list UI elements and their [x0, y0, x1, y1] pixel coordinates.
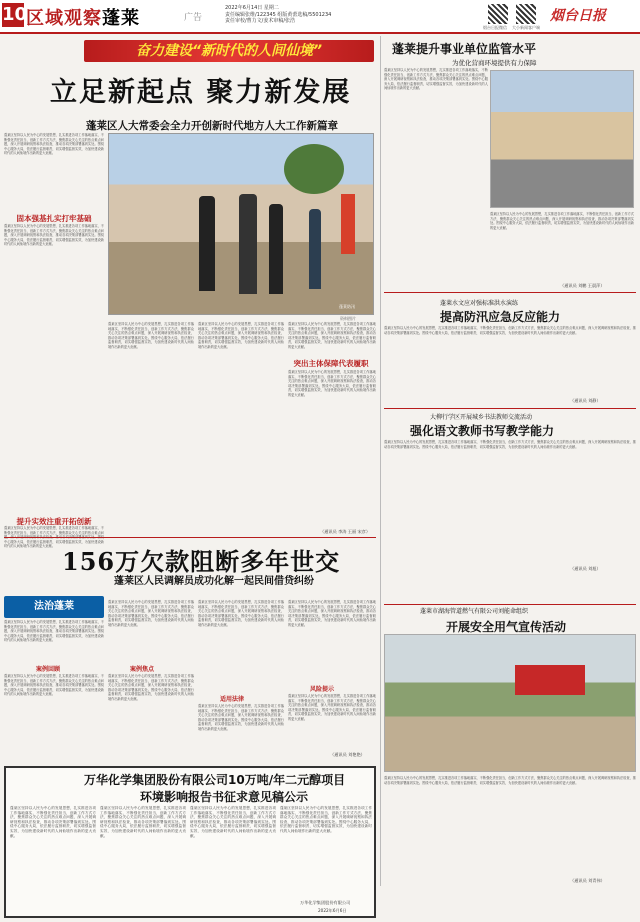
rule: [384, 408, 636, 409]
med-body-4: 蓬莱区坚持以人民为中心的发展思想，扎实推进各项工作落地落实，不断强化责任担当，创新工作方式方法，聚焦群众关心关注的热点难点问题，深入开展调研视察和执法检查，推动各项决策部署落到实处。围绕中心服务大局，依法履行监督职责，切实增强监督实效，为加快建设新时代的人间仙境作出新的更大贡献。: [198, 600, 284, 627]
section-place: 蓬莱: [102, 8, 140, 29]
med-head-4: 风险提示: [310, 686, 335, 693]
rt-body-a: 蓬莱区坚持以人民为中心的发展思想，扎实推进各项工作落地落实，不断强化责任担当，创新工作方式方法，聚焦群众关心关注的热点难点问题，深入开展调研视察和执法检查，推动各项决策部署落到实处。围绕中心服务大局，依法履行监督职责，切实增强监督实效，为加快建设新时代的人间仙境作出新的更大贡献。: [384, 68, 488, 91]
rt-byline: （通讯员 刘鹏 王晨萍）: [560, 283, 605, 288]
section-title: [26, 4, 140, 30]
newspaper-logo: 烟台日报: [550, 8, 606, 24]
column-divider: [380, 36, 381, 886]
notice-col-2: 蓬莱区坚持以人民为中心的发展思想，扎实推进各项工作落地落实，不断强化责任担当，创新工作方式方法，聚焦群众关心关注的热点难点问题，深入开展调研视察和执法检查，推动各项决策部署落到实处。围绕中心服务大局，依法履行监督职责，切实增强监督实效，为加快建设新时代的人间仙境作出新的更大贡献。: [100, 806, 186, 838]
lead-body-5: 蓬莱区坚持以人民为中心的发展思想，扎实推进各项工作落地落实，不断强化责任担当，创新工作方式方法，聚焦群众关心关注的热点难点问题，深入开展调研视察和执法检查，推动各项决策部署落到实处。围绕中心服务大局，依法履行监督职责，切实增强监督实效，为加快建设新时代的人间仙境作出新的更大贡献。: [198, 322, 284, 349]
section-label: 区域观察: [26, 8, 102, 29]
rb-kicker: 蓬莱市湖海管道燃气有限公司刘能命组织: [420, 608, 529, 615]
notice-issuer: 万华化学集团股份有限公司: [300, 900, 351, 905]
photo-person: [199, 196, 215, 291]
notice-col-3: 蓬莱区坚持以人民为中心的发展思想，扎实推进各项工作落地落实，不断强化责任担当，创新工作方式方法，聚焦群众关心关注的热点难点问题，深入开展调研视察和执法检查，推动各项决策部署落到实处。围绕中心服务大局，依法履行监督职责，切实增强监督实效，为加快建设新时代的人间仙境作出新的更大贡献。: [190, 806, 276, 838]
rm-kicker: 蓬莱水文应对强标准洪水演练: [440, 300, 519, 307]
lead-head-3: 突出主体保障代表履职: [293, 359, 369, 368]
qr-label-app: 大小新闻客户端: [512, 25, 540, 30]
lead-photo: [108, 133, 374, 315]
photo-person: [269, 204, 283, 294]
re-body: 蓬莱区坚持以人民为中心的发展思想，扎实推进各项工作落地落实，不断强化责任担当，创新工作方式方法，聚焦群众关心关注的热点难点问题，深入开展调研视察和执法检查，推动各项决策部署落到实处。围绕中心服务大局，依法履行监督职责，切实增强监督实效，为加快建设新时代的人间仙境作出新的更大贡献。: [384, 440, 636, 449]
editor-line: 责任编辑张维/122345 组版黄蕾选稿/5501234: [225, 11, 332, 18]
re-byline: （通讯员 刘旭）: [570, 566, 601, 571]
med-head-1: 案例回顾: [36, 666, 61, 673]
lead-body-4: 蓬莱区坚持以人民为中心的发展思想，扎实推进各项工作落地落实，不断强化责任担当，创新工作方式方法，聚焦群众关心关注的热点难点问题，深入开展调研视察和执法检查，推动各项决策部署落到实处。围绕中心服务大局，依法履行监督职责，切实增强监督实效，为加快建设新时代的人间仙境作出新的更大贡献。: [108, 322, 194, 349]
page-header: [0, 0, 640, 34]
rt-photo: [490, 70, 634, 208]
med-body-7: 蓬莱区坚持以人民为中心的发展思想，扎实推进各项工作落地落实，不断强化责任担当，创新工作方式方法，聚焦群众关心关注的热点难点问题，深入开展调研视察和执法检查，推动各项决策部署落到实处。围绕中心服务大局，依法履行监督职责，切实增强监督实效，为加快建设新时代的人间仙境作出新的更大贡献。: [288, 694, 376, 721]
rt-subtitle: 为优化营商环境提供有力保障: [452, 59, 537, 67]
mediation-headline: 156万欠款阻断多年世交: [62, 547, 341, 576]
lead-body-1: 蓬莱区坚持以人民为中心的发展思想，扎实推进各项工作落地落实，不断强化责任担当，创新工作方式方法，聚焦群众关心关注的热点难点问题，深入开展调研视察和执法检查，推动各项决策部署落到实处。围绕中心服务大局，依法履行监督职责，切实增强监督实效，为加快建设新时代的人间仙境作出新的更大贡献。: [4, 133, 104, 156]
med-head-2: 案例焦点: [130, 666, 155, 673]
qr-code-wechat[interactable]: [488, 4, 508, 24]
re-title: 强化语文教师书写教学能力: [410, 424, 555, 438]
lead-headline: 立足新起点 聚力新发展: [50, 77, 352, 108]
photo-person: [239, 194, 257, 294]
rm-byline: （通讯员 刘静）: [570, 398, 601, 403]
photo-person: [309, 209, 321, 289]
ad-label: 广告: [184, 13, 203, 23]
rule: [384, 604, 636, 605]
photo-banner: [341, 194, 355, 254]
med-byline: （通讯员 刘艳艳）: [330, 752, 365, 757]
lead-body-3: 蓬莱区坚持以人民为中心的发展思想，扎实推进各项工作落地落实，不断强化责任担当，创新工作方式方法，聚焦群众关心关注的热点难点问 中心服务大局，依法履行监督职责，切实增强监督实效，为加快建设新时代的人间仙境作出新的更大贡献。: [4, 526, 104, 549]
column-label: 法治蓬莱: [4, 596, 104, 618]
rule: [4, 537, 376, 538]
notice-title-2: 环境影响报告书征求意见稿公示: [140, 790, 309, 804]
rb-photo-tent: [515, 665, 585, 695]
rt-body-b: 蓬莱区坚持以人民为中心的发展思想，扎实推进各项工作落地落实，不断强化责任担当，创新工作方式方法，聚焦群众关心关注的热点难点问题，深入开展调研视察和执法检查，推动各项决策部署落到实处。围绕中心服务大局，依法履行监督职责，切实增强监督实效，为加快建设新时代的人间仙境作出新的更大贡献。: [490, 212, 634, 230]
notice-col-4: 蓬莱区坚持以人民为中心的发展思想，扎实推进各项工作落地落实，不断强化责任担当，创新工作方式方法，聚焦群众关心关注的热点难点问题，深入开展调研视察和执法检查，推动各项决策部署落到实处。围绕中心服务大局，依法履行监督职责，切实增强监督实效，为加快建设新时代的人间仙境作出新的更大贡献。: [280, 806, 372, 833]
lead-subtitle: 蓬莱区人大常委会全力开创新时代地方人大工作新篇章: [86, 120, 338, 132]
notice-col-1: 蓬莱区坚持以人民为中心的发展思想，扎实推进各项工作落地落实，不断强化责任担当，创新工作方式方法，聚焦群众关心关注的热点难点问题，深入开展调研视察和执法检查，推动各项决策部署落到实处。围绕中心服务大局，依法履行监督职责，切实增强监督实效，为加快建设新时代的人间仙境作出新的更大贡献。: [10, 806, 96, 838]
lead-body-7: 蓬莱区坚持以人民为中心的发展思想，扎实推进各项工作落地落实，不断强化责任担当，创新工作方式方法，聚焦群众关心关注的热点难点问题，深入开展调研视察和执法检查，推动各项决策部署落到实处。围绕中心服务大局，依法履行监督职责，切实增强监督实效，为加快建设新时代的人间仙境作出新的更大贡献。: [288, 370, 376, 397]
med-body-3: 蓬莱区坚持以人民为中心的发展思想，扎实推进各项工作落地落实，不断强化责任担当，创新工作方式方法，聚焦群众关心关注的热点难点问题，深入开展调研视察和执法检查，推动各项决策部署落到实处。围绕中心服务大局，依法履行监督职责，切实增强监督实效，为加快建设新时代的人间仙境作出新的更大贡献。: [108, 674, 194, 701]
lead-head-2: 提升实效注重开拓创新: [16, 517, 92, 526]
theme-banner: 奋力建设“新时代的人间仙境”: [84, 40, 374, 62]
med-body-1: 蓬莱区坚持以人民为中心的发展思想，扎实推进各项工作落地落实，不断强化责任担当，创新工作方式方法，聚焦群众关心关注的热点难点问题，深入开展调研视察和执法检查，推动各项决策部署落到实处。围绕中心服务大局，依法履行监督职责，切实增强监督实效，为加快建设新时代的人间仙境作出新的更大贡献。: [4, 674, 104, 697]
lead-byline: （通讯员 李涛 王丽 宋彦）: [320, 529, 371, 534]
photo-sign: 蓬莱防汛: [339, 304, 355, 309]
rb-byline: （通讯员 刘青伟）: [570, 878, 605, 883]
rb-title: 开展安全用气宣传活动: [446, 620, 567, 634]
lead-head-1: 固本强基扎实打牢基础: [16, 214, 92, 223]
page-number: 10: [2, 4, 28, 25]
proof-line: 责任审校/曹力文/姜术审稿/张浩: [225, 18, 296, 24]
photo-tree: [284, 144, 344, 194]
qr-code-app[interactable]: [516, 4, 536, 24]
rt-body-block: [384, 68, 488, 280]
edition-meta: [225, 5, 375, 25]
issue-date: 2022年6月14日 星期二: [225, 5, 279, 11]
med-intro: 蓬莱区坚持以人民为中心的发展思想，扎实推进各项工作落地落实，不断强化责任担当，创新工作方式方法，聚焦群众关心关注的热点难点问题，深入开展调研视察和执法检查，推动各项决策部署落到实处。围绕中心服务大局，依法履行监督职责，切实增强监督实效，为加快建设新时代的人间仙境作出新的更大贡献。: [4, 620, 104, 643]
re-kicker: 大柳行学区开展城乡书法教师交流活动: [430, 414, 533, 421]
rm-body: 蓬莱区坚持以人民为中心的发展思想，扎实推进各项工作落地落实，不断强化责任担当，创新工作方式方法，聚焦群众关心关注的热点难点问题，深入开展调研视察和执法检查，推动各项决策部署落到实处。围绕中心服务大局，依法履行监督职责，切实增强监督实效，为加快建设新时代的人间仙境作出新的更大贡献。: [384, 326, 636, 335]
rm-title: 提高防汛应急反应能力: [440, 310, 561, 324]
qr-label-wechat: 烟台日报微信: [483, 25, 507, 30]
med-body-5: 蓬莱区坚持以人民为中心的发展思想，扎实推进各项工作落地落实，不断强化责任担当，创新工作方式方法，聚焦群众关心关注的热点难点问题，深入开展调研视察和执法检查，推动各项决策部署落到实处。围绕中心服务大局，依法履行监督职责，切实增强监督实效，为加快建设新时代的人间仙境作出新的更大贡献。: [198, 704, 284, 731]
rt-title: 蓬莱提升事业单位监管水平: [392, 42, 537, 56]
lead-body-2: 蓬莱区坚持以人民为中心的发展思想，扎实推进各项工作落地落实，不断强化责任担当，创新工作方式方法，聚焦群众关心关注的热点难点问题，深入开展调研视察和执法检查，推动各项决策部署落到实处。围绕中心服务大局，依法履行监督职责，切实增强监督实效，为加快建设新时代的人间仙境作出新的更大贡献。: [4, 224, 104, 247]
med-head-3: 适用法律: [220, 696, 245, 703]
med-body-6: 蓬莱区坚持以人民为中心的发展思想，扎实推进各项工作落地落实，不断强化责任担当，创新工作方式方法，聚焦群众关心关注的热点难点问题，深入开展调研视察和执法检查，推动各项决策部署落到实处。围绕中心服务大局，依法履行监督职责，切实增强监督实效，为加快建设新时代的人间仙境作出新的更大贡献。: [288, 600, 376, 627]
notice-date: 2022年6月6日: [318, 908, 347, 913]
notice-title-1: 万华化学集团股份有限公司10万吨/年二元醇项目: [84, 773, 346, 787]
rb-photo: [384, 634, 636, 772]
med-body-2: 蓬莱区坚持以人民为中心的发展思想，扎实推进各项工作落地落实，不断强化责任担当，创新工作方式方法，聚焦群众关心关注的热点难点问题，深入开展调研视察和执法检查，推动各项决策部署落到实处。围绕中心服务大局，依法履行监督职责，切实增强监督实效，为加快建设新时代的人间仙境作出新的更大贡献。: [108, 600, 194, 627]
photo-caption: 资料图片: [340, 316, 356, 321]
mediation-subtitle: 蓬莱区人民调解员成功化解一起民间借贷纠纷: [114, 576, 314, 587]
rule: [384, 292, 636, 293]
lead-body-6: 蓬莱区坚持以人民为中心的发展思想，扎实推进各项工作落地落实，不断强化责任担当，创新工作方式方法，聚焦群众关心关注的热点难点问题，深入开展调研视察和执法检查，推动各项决策部署落到实处。围绕中心服务大局，依法履行监督职责，切实增强监督实效，为加快建设新时代的人间仙境作出新的更大贡献。: [288, 322, 376, 349]
rb-body: 蓬莱区坚持以人民为中心的发展思想，扎实推进各项工作落地落实，不断强化责任担当，创新工作方式方法，聚焦群众关心关注的热点难点问题，深入开展调研视察和执法检查，推动各项决策部署落到实处。围绕中心服务大局，依法履行监督职责，切实增强监督实效，为加快建设新时代的人间仙境作出新的更大贡献。: [384, 776, 636, 785]
